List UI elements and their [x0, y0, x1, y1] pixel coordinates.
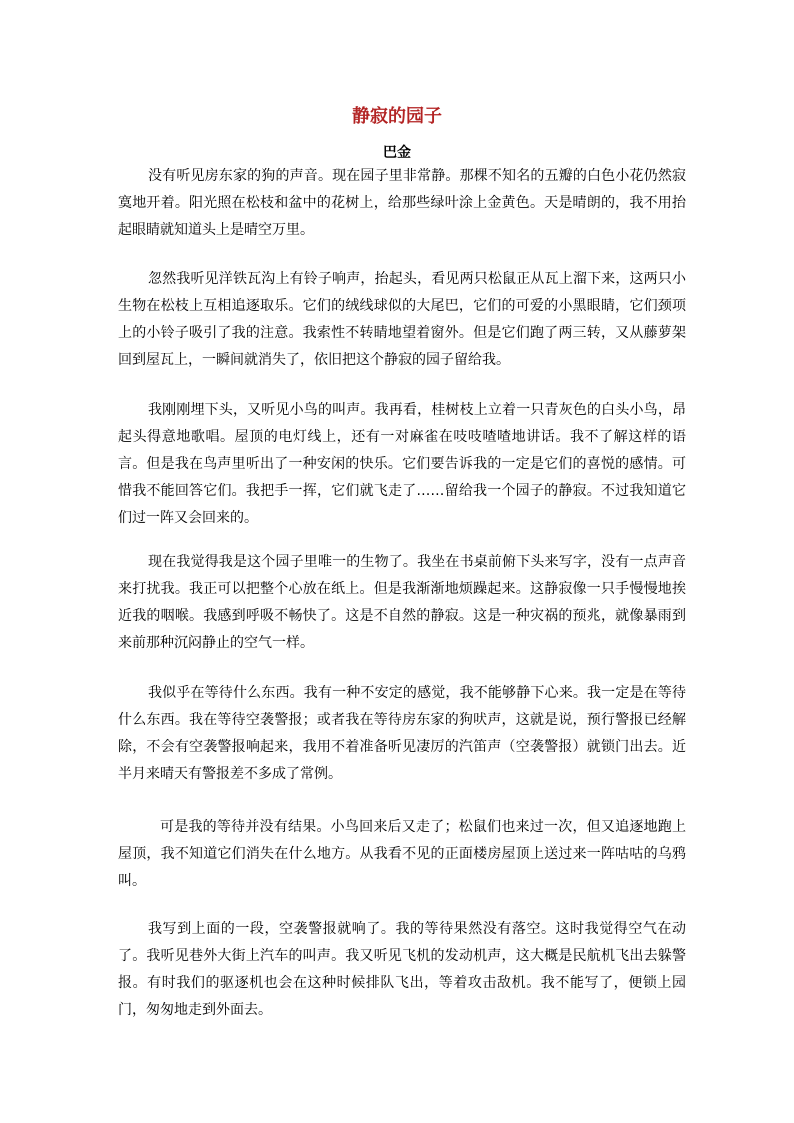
paragraph-6: 可是我的等待并没有结果。小鸟回来后又走了；松鼠们也来过一次，但又追逐地跑上屋顶，我不知道它们消失在什么地方。从我看不见的正面楼房屋顶上送过来一阵咕咕的乌鸦叫。: [118, 819, 686, 889]
paragraph-2: 忽然我听见洋铁瓦沟上有铃子响声，抬起头，看见两只松鼠正从瓦上溜下来，这两只小生物在松枝上互相追逐取乐。它们的绒线球似的大尾巴，它们的可爱的小黑眼睛，它们颈项上的小铃子吸引了我的注意。我索性不转睛地望着窗外。但是它们跑了两三转，又从藤萝架回到屋瓦上，一瞬间就消失了，依旧把这个静寂的园子留给我。: [118, 271, 686, 368]
document-title: 静寂的园子: [352, 106, 442, 127]
paragraph-1: 没有听见房东家的狗的声音。现在园子里非常静。那棵不知名的五瓣的白色小花仍然寂寞地开着。阳光照在松枝和盆中的花树上，给那些绿叶涂上金黄色。天是晴朗的，我不用抬起眼睛就知道头上是晴空万里。: [118, 168, 686, 238]
paragraph-5: 我似乎在等待什么东西。我有一种不安定的感觉，我不能够静下心来。我一定是在等待什么东西。我在等待空袭警报；或者我在等待房东家的狗吠声，这就是说，预行警报已经解除，不会有空袭警报响起来，我用不着准备听见凄厉的汽笛声（空袭警报）就锁门出去。近半月来晴天有警报差不多成了常例。: [118, 685, 686, 782]
paragraph-3: 我刚刚埋下头，又听见小鸟的叫声。我再看，桂树枝上立着一只青灰色的白头小鸟，昂起头得意地歌唱。屋顶的电灯线上，还有一对麻雀在吱吱喳喳地讲话。我不了解这样的语言。但是我在鸟声里听出了一种安闲的快乐。它们要告诉我的一定是它们的喜悦的感情。可惜我不能回答它们。我把手一挥，它们就飞走了……留给我一个园子的静寂。不过我知道它们过一阵又会回来的。: [118, 402, 686, 526]
paragraph-7: 我写到上面的一段，空袭警报就响了。我的等待果然没有落空。这时我觉得空气在动了。我听见巷外大街上汽车的叫声。我又听见飞机的发动机声，这大概是民航机飞出去躲警报。有时我们的驱逐机也会在这种时候排队飞出，等着攻击敌机。我不能写了，便锁上园门，匆匆地走到外面去。: [118, 921, 686, 1018]
document-author: 巴金: [383, 145, 411, 161]
paragraph-4: 现在我觉得我是这个园子里唯一的生物了。我坐在书桌前俯下头来写字，没有一点声音来打扰我。我正可以把整个心放在纸上。但是我渐渐地烦躁起来。这静寂像一只手慢慢地挨近我的咽喉。我感到呼吸不畅快了。这是不自然的静寂。这是一种灾祸的预兆，就像暴雨到来前那种沉闷静止的空气一样。: [118, 554, 686, 651]
